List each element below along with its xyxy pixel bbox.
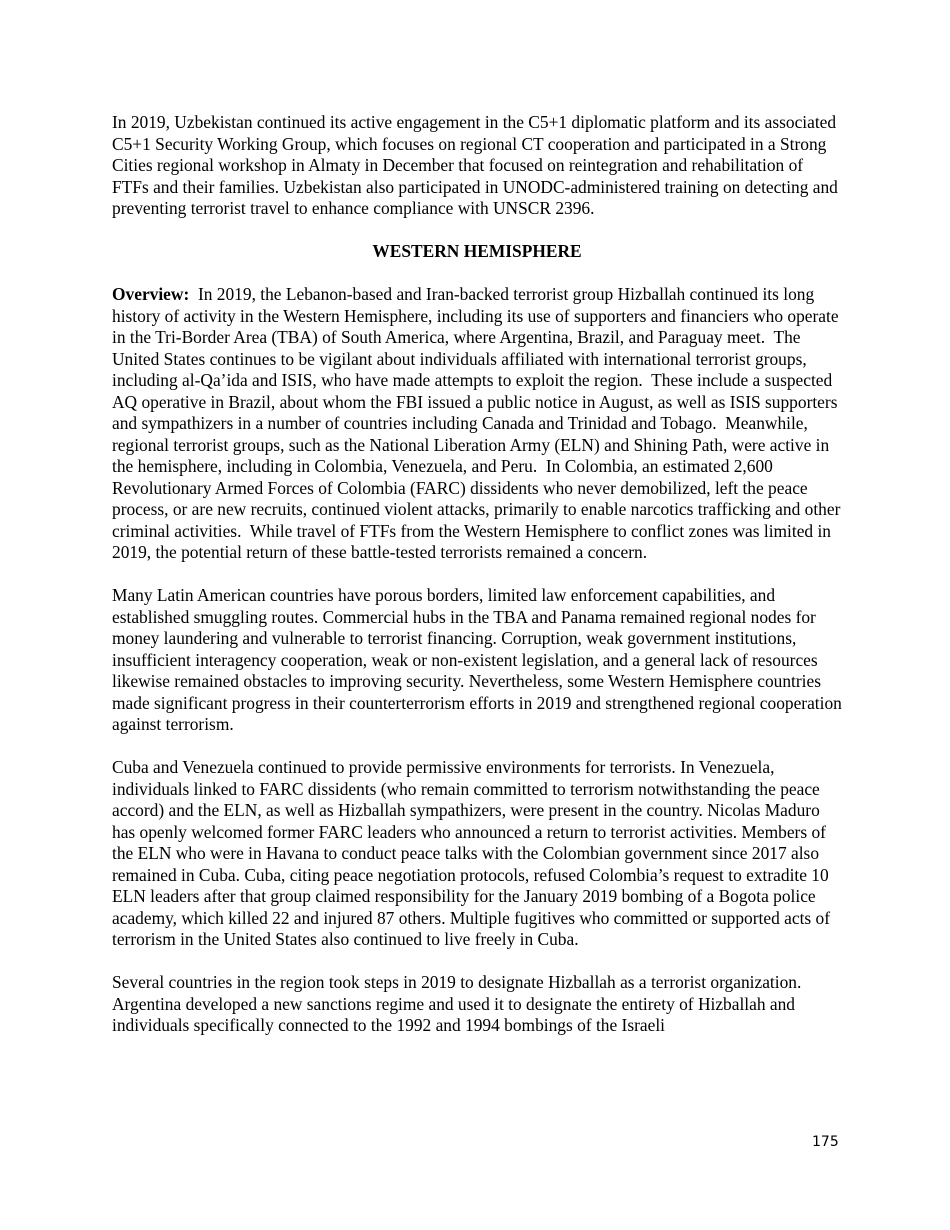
paragraph-overview <box>112 284 845 564</box>
paragraph-uzbekistan: In 2019, Uzbekistan continued its active engagement in the C5+1 diplomatic platform and its associated C5+1 Security Working Group, which focuses on regional CT cooperation and participated in a Strong Cities regional workshop in Almaty in December that focused on reintegration and rehabilitation of FTFs and their families. Uzbekistan also participated in UNODC-administered training on detecting and preventing terrorist travel to enhance compliance with UNSCR 2396. <box>112 112 838 218</box>
paragraph-latin-america: Many Latin American countries have porous borders, limited law enforcement capabilities, and established smuggling routes. Commercial hubs in the TBA and Panama remained regional nodes for money laundering and vulnerable to terrorist financing. Corruption, weak government institutions, insufficient interagency cooperation, weak or non-existent legislation, and a general lack of resources likewise remained obstacles to improving security. Nevertheless, some Western Hemisphere countries made significant progress in their counterterrorism efforts in 2019 and strengthened regional cooperation against terrorism. <box>112 585 842 734</box>
section-heading: WESTERN HEMISPHERE <box>372 241 582 261</box>
paragraph-cuba-venezuela: Cuba and Venezuela continued to provide permissive environments for terrorists. In Venezuela, individuals linked to FARC dissidents (who remain committed to terrorism notwithstanding the peace accord) and the ELN, as well as Hizballah sympathizers, were present in the country. Nicolas Maduro has openly welcomed former FARC leaders who announced a return to terrorist activities. Members of the ELN who were in Havana to conduct peace talks with the Colombian government since 2017 also remained in Cuba. Cuba, citing peace negotiation protocols, refused Colombia’s request to extradite 10 ELN leaders after that group claimed responsibility for the January 2019 bombing of a Bogota police academy, which killed 22 and injured 87 others. Multiple fugitives who committed or supported acts of terrorism in the United States also continued to live freely in Cuba. <box>112 757 831 949</box>
document-body <box>112 112 845 1058</box>
paragraph-hizballah-designation: Several countries in the region took steps in 2019 to designate Hizballah as a terrorist organization. Argentina developed a new sanctions regime and used it to designate the entirety of Hizballah and individuals specifically connected to the 1992 and 1994 bombings of the Israeli <box>112 972 802 1035</box>
page-number: 175 <box>812 1134 839 1150</box>
overview-label: Overview: <box>112 284 190 304</box>
overview-text: In 2019, the Lebanon-based and Iran-backed terrorist group Hizballah continued its long history of activity in the Western Hemisphere, including its use of supporters and financiers who operate in the Tri-Border Area (TBA) of South America, where Argentina, Brazil, and Paraguay meet. The United States continues to be vigilant about individuals affiliated with international terrorist groups, including al-Qa’ida and ISIS, who have made attempts to exploit the region. These include a suspected AQ operative in Brazil, about whom the FBI issued a public notice in August, as well as ISIS supporters and sympathizers in a number of countries including Canada and Trinidad and Tobago. Meanwhile, regional terrorist groups, such as the National Liberation Army (ELN) and Shining Path, were active in the hemisphere, including in Colombia, Venezuela, and Peru. In Colombia, an estimated 2,600 Revolutionary Armed Forces of Colombia (FARC) dissidents who never demobilized, left the peace process, or are new recruits, continued violent attacks, primarily to enable narcotics trafficking and other criminal activities. While travel of FTFs from the Western Hemisphere to conflict zones was limited in 2019, the potential return of these battle-tested terrorists remained a concern. <box>112 284 845 562</box>
